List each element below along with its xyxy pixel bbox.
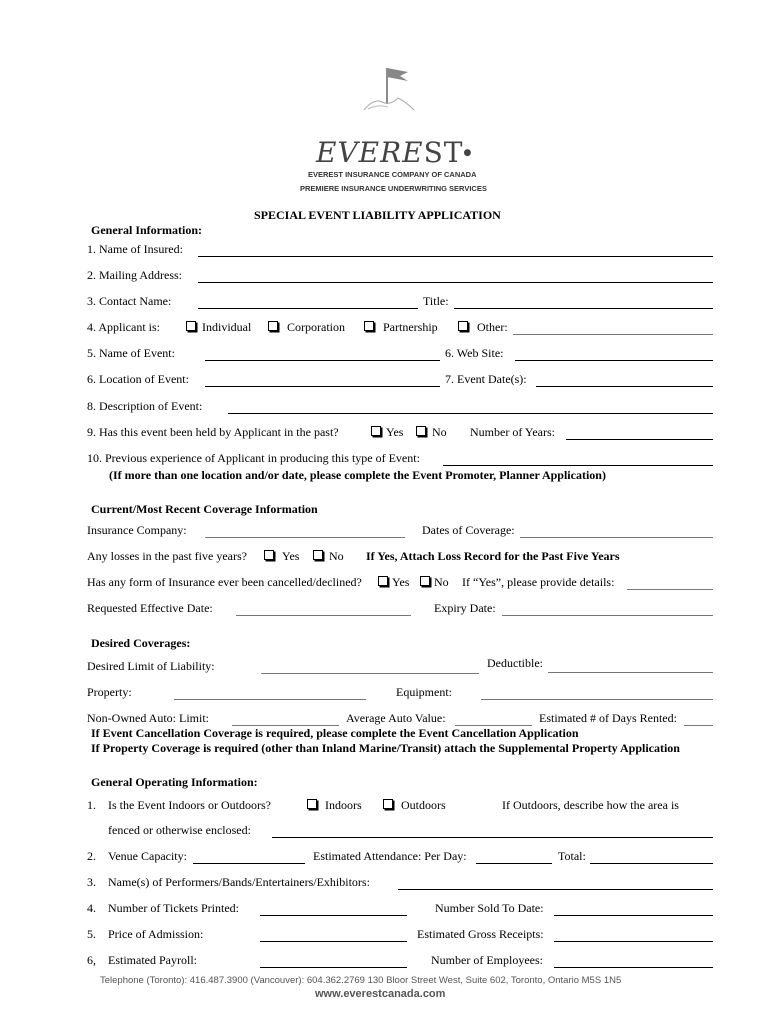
sold-field[interactable] xyxy=(554,915,713,916)
operating-heading: General Operating Information: xyxy=(91,775,258,789)
q2-label: 2. Mailing Address: xyxy=(87,268,182,282)
op-q1-label: Is the Event Indoors or Outdoors? xyxy=(108,798,271,812)
outdoors-checkbox[interactable] xyxy=(383,799,393,809)
equipment-label: Equipment: xyxy=(396,685,452,699)
cancellation-note: If Event Cancellation Coverage is required, please complete the Event Cancellation Application xyxy=(91,726,579,740)
deductible-label: Deductible: xyxy=(487,656,543,670)
attendance-label: Estimated Attendance: Per Day: xyxy=(313,849,467,863)
limit-label: Desired Limit of Liability: xyxy=(87,659,215,673)
total-label: Total: xyxy=(558,849,586,863)
gross-receipts-field[interactable] xyxy=(554,941,713,942)
event-location-field[interactable] xyxy=(205,386,440,387)
individual-checkbox[interactable] xyxy=(186,321,196,331)
coverage-heading: Current/Most Recent Coverage Information xyxy=(91,502,318,516)
form-title: SPECIAL EVENT LIABILITY APPLICATION xyxy=(254,208,501,222)
venue-capacity-label: Venue Capacity: xyxy=(108,849,187,863)
other-field[interactable] xyxy=(513,334,713,335)
desired-heading: Desired Coverages: xyxy=(91,636,191,650)
tickets-printed-label: Number of Tickets Printed: xyxy=(108,901,239,915)
admission-field[interactable] xyxy=(260,941,407,942)
employees-label: Number of Employees: xyxy=(431,953,543,967)
coverage-dates-label: Dates of Coverage: xyxy=(422,523,515,537)
q6-label: 6. Web Site: xyxy=(445,346,504,360)
indoors-label: Indoors xyxy=(325,798,362,812)
describe-label: If Outdoors, describe how the area is xyxy=(502,798,679,812)
q4-label: 4. Applicant is: xyxy=(87,320,160,334)
details-label: If “Yes”, please provide details: xyxy=(462,575,615,589)
performers-field[interactable] xyxy=(398,889,713,890)
attendance-per-day-field[interactable] xyxy=(476,863,552,864)
insurer-field[interactable] xyxy=(205,537,405,538)
details-field[interactable] xyxy=(627,589,713,590)
op-q6-num: 6, xyxy=(87,953,96,967)
performers-label: Name(s) of Performers/Bands/Entertainers/Exhibitors: xyxy=(108,875,370,889)
event-name-field[interactable] xyxy=(205,360,440,361)
other-label: Other: xyxy=(477,320,508,334)
mountain-flag-logo-icon xyxy=(360,62,416,112)
q5-label: 5. Name of Event: xyxy=(87,346,175,360)
expiry-label: Expiry Date: xyxy=(434,601,496,615)
mailing-address-field[interactable] xyxy=(198,282,713,283)
days-rented-label: Estimated # of Days Rented: xyxy=(539,711,677,725)
insured-name-field[interactable] xyxy=(198,256,713,257)
held-no-checkbox[interactable] xyxy=(416,426,426,436)
admission-label: Price of Admission: xyxy=(108,927,204,941)
individual-label: Individual xyxy=(202,320,252,334)
op-q1-num: 1. xyxy=(87,798,96,812)
cancelled-no-label: No xyxy=(434,575,449,589)
general-heading: General Information: xyxy=(91,223,202,237)
contact-name-field[interactable] xyxy=(198,308,418,309)
event-description-field[interactable] xyxy=(228,413,713,414)
losses-yes-checkbox[interactable] xyxy=(264,550,274,560)
cancelled-yes-checkbox[interactable] xyxy=(378,576,388,586)
effective-label: Requested Effective Date: xyxy=(87,601,213,615)
venue-capacity-field[interactable] xyxy=(193,863,305,864)
losses-no-label: No xyxy=(329,549,344,563)
location-label: 6. Location of Event: xyxy=(87,372,189,386)
loss-note: If Yes, Attach Loss Record for the Past Five Years xyxy=(366,549,620,563)
footer-website[interactable]: www.everestcanada.com xyxy=(315,988,446,1000)
auto-value-label: Average Auto Value: xyxy=(346,711,446,725)
auto-label: Non-Owned Auto: Limit: xyxy=(87,711,209,725)
years-field[interactable] xyxy=(566,439,713,440)
days-rented-field[interactable] xyxy=(684,725,713,726)
payroll-field[interactable] xyxy=(260,967,407,968)
attendance-total-field[interactable] xyxy=(590,863,713,864)
q10-note: (If more than one location and/or date, please complete the Event Promoter, Planner Application) xyxy=(109,468,606,482)
gross-label: Estimated Gross Receipts: xyxy=(417,927,544,941)
op-q4-num: 4. xyxy=(87,901,96,915)
other-checkbox[interactable] xyxy=(458,321,468,331)
website-field[interactable] xyxy=(515,360,713,361)
payroll-label: Estimated Payroll: xyxy=(108,953,197,967)
op-q5-num: 5. xyxy=(87,927,96,941)
cancelled-label: Has any form of Insurance ever been cancelled/declined? xyxy=(87,575,362,589)
property-note: If Property Coverage is required (other than Inland Marine/Transit) attach the Supplemental Property Application xyxy=(91,741,680,755)
expiry-date-field[interactable] xyxy=(502,615,713,616)
cancelled-no-checkbox[interactable] xyxy=(420,576,430,586)
q3-label: 3. Contact Name: xyxy=(87,294,172,308)
held-no-label: No xyxy=(432,425,447,439)
equipment-field[interactable] xyxy=(481,699,713,700)
losses-label: Any losses in the past five years? xyxy=(87,549,247,563)
q1-label: 1. Name of Insured: xyxy=(87,242,183,256)
employees-field[interactable] xyxy=(554,967,713,968)
title-label: Title: xyxy=(423,294,449,308)
q10-label: 10. Previous experience of Applicant in producing this type of Event: xyxy=(87,451,420,465)
losses-no-checkbox[interactable] xyxy=(313,550,323,560)
fenced-field[interactable] xyxy=(272,837,713,838)
q8-label: 8. Description of Event: xyxy=(87,399,203,413)
losses-yes-label: Yes xyxy=(282,549,300,563)
title-field[interactable] xyxy=(454,308,713,309)
cancelled-yes-label: Yes xyxy=(392,575,410,589)
effective-date-field[interactable] xyxy=(236,615,411,616)
q9-label: 9. Has this event been held by Applicant in the past? xyxy=(87,425,339,439)
tickets-printed-field[interactable] xyxy=(260,915,407,916)
experience-field[interactable] xyxy=(443,465,713,466)
op-q2-num: 2. xyxy=(87,849,96,863)
fenced-label: fenced or otherwise enclosed: xyxy=(108,823,251,837)
company-tagline: PREMIERE INSURANCE UNDERWRITING SERVICES xyxy=(300,184,487,193)
company-logo-text: EVEREST● xyxy=(316,136,473,169)
held-yes-checkbox[interactable] xyxy=(371,426,381,436)
corporation-checkbox[interactable] xyxy=(268,321,278,331)
held-yes-label: Yes xyxy=(386,425,404,439)
years-label: Number of Years: xyxy=(470,425,555,439)
insurer-label: Insurance Company: xyxy=(87,523,187,537)
limit-field[interactable] xyxy=(261,673,479,674)
sold-label: Number Sold To Date: xyxy=(435,901,544,915)
coverage-dates-field[interactable] xyxy=(520,537,713,538)
indoors-checkbox[interactable] xyxy=(307,799,317,809)
partnership-label: Partnership xyxy=(383,320,438,334)
deductible-field[interactable] xyxy=(548,672,713,673)
property-field[interactable] xyxy=(174,699,366,700)
partnership-checkbox[interactable] xyxy=(364,321,374,331)
corporation-label: Corporation xyxy=(287,320,345,334)
outdoors-label: Outdoors xyxy=(401,798,446,812)
footer-contact: Telephone (Toronto): 416.487.3900 (Vancouver): 604.362.2769 130 Bloor Street West, Suite 602, Toronto, Ontario M5S 1N5 xyxy=(100,975,622,986)
q7-label: 7. Event Date(s): xyxy=(445,372,527,386)
property-label: Property: xyxy=(87,685,132,699)
company-subtitle: EVEREST INSURANCE COMPANY OF CANADA xyxy=(308,170,477,179)
op-q3-num: 3. xyxy=(87,875,96,889)
event-dates-field[interactable] xyxy=(536,386,713,387)
